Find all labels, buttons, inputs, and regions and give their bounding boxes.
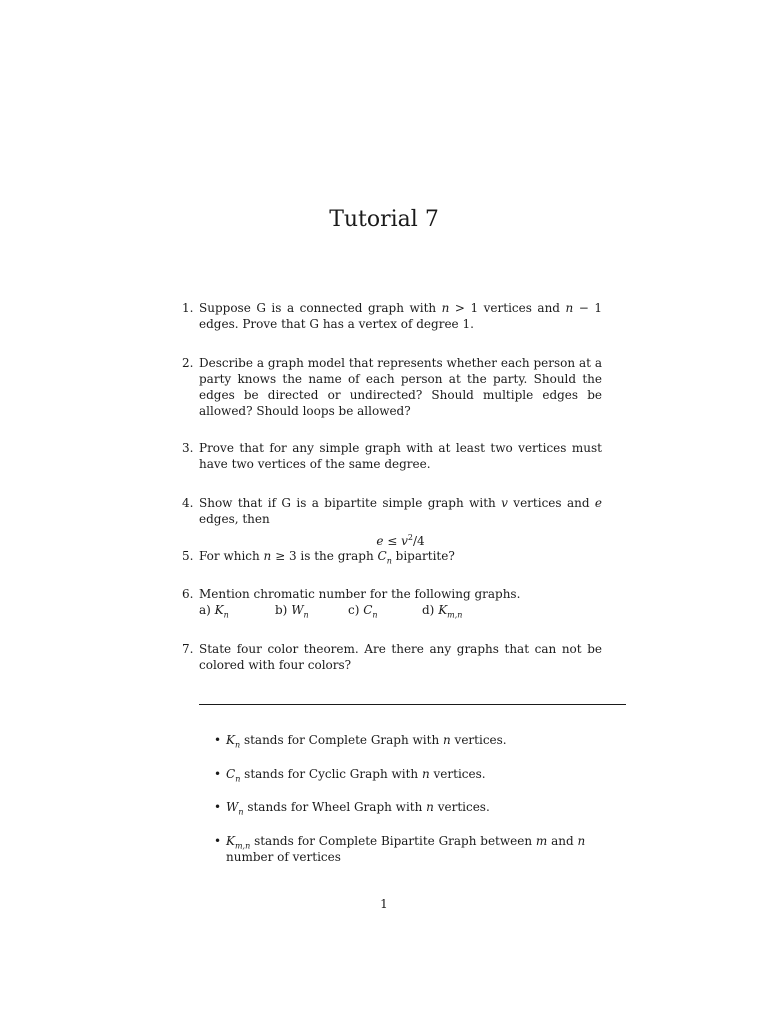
- math-var: n: [441, 301, 450, 315]
- math-subscript: m,n: [447, 610, 463, 620]
- text-run: > 1 vertices and: [449, 301, 566, 315]
- math-subscript: n: [303, 610, 309, 620]
- question-prompt: Mention chromatic number for the following graphs.: [199, 587, 521, 601]
- math-subscript: n: [238, 807, 244, 817]
- question-text: [199, 548, 602, 564]
- page-number: 1: [380, 897, 388, 911]
- math-tail: /4: [412, 534, 425, 548]
- note-text: [226, 833, 614, 865]
- text-run: and: [547, 834, 578, 848]
- math-var: C: [377, 549, 387, 563]
- math-var: e: [376, 534, 384, 548]
- text-run: ≥ 3 is the graph: [271, 549, 378, 563]
- question-text: Prove that for any simple graph with at least two vertices must have two vertices of the same degree.: [199, 441, 602, 471]
- note-text: [226, 766, 614, 782]
- text-run: number of vertices: [226, 850, 341, 864]
- math-subscript: n: [386, 556, 392, 566]
- option-label: c): [348, 603, 364, 617]
- math-var: e: [594, 496, 603, 510]
- math-var: m: [535, 834, 548, 848]
- options-row: [199, 602, 602, 618]
- math-var: W: [291, 603, 304, 617]
- note-text: [226, 732, 614, 748]
- text-run: stands for Cyclic Graph with: [240, 767, 422, 781]
- note-text: [226, 799, 614, 815]
- math-var: v: [501, 496, 508, 510]
- text-run: For which: [199, 549, 264, 563]
- math-var: C: [226, 767, 236, 781]
- math-subscript: m,n: [234, 841, 251, 851]
- question-number: 3.: [182, 441, 194, 455]
- math-var: K: [214, 603, 224, 617]
- note-item: [214, 833, 614, 865]
- question-text: [199, 495, 602, 549]
- math-subscript: n: [223, 610, 229, 620]
- math-var: n: [421, 767, 430, 781]
- option-label: b): [275, 603, 292, 617]
- text-run: Suppose G is a connected graph with: [199, 301, 442, 315]
- text-run: − 1 edges. Prove that G has a vertex of degree 1.: [199, 301, 602, 331]
- bullet-icon: •: [214, 733, 222, 747]
- math-var: n: [565, 301, 574, 315]
- question-number: 2.: [182, 356, 194, 370]
- bullet-icon: •: [214, 767, 222, 781]
- math-var: K: [226, 733, 235, 747]
- option-label: d): [422, 603, 439, 617]
- option-a: [199, 602, 275, 618]
- text-run: stands for Complete Graph with: [240, 733, 443, 747]
- note-item: [214, 799, 614, 815]
- text-run: vertices.: [433, 800, 490, 814]
- math-var: K: [438, 603, 448, 617]
- note-item: [214, 766, 614, 782]
- question-number: 5.: [182, 549, 194, 563]
- bullet-icon: •: [214, 834, 222, 848]
- math-var: n: [443, 733, 451, 747]
- question-number: 1.: [182, 301, 194, 315]
- question-7: [182, 641, 602, 673]
- text-run: stands for Complete Bipartite Graph between: [250, 834, 536, 848]
- option-label: a): [199, 603, 215, 617]
- question-number: 7.: [182, 642, 194, 656]
- math-var: n: [263, 549, 272, 563]
- question-text: [199, 300, 602, 332]
- question-3: [182, 440, 602, 472]
- text-run: edges, then: [199, 512, 270, 526]
- question-4: [182, 495, 602, 549]
- bullet-icon: •: [214, 800, 222, 814]
- question-number: 6.: [182, 587, 194, 601]
- option-b: [275, 602, 348, 618]
- option-c: [348, 602, 422, 618]
- math-var: n: [426, 800, 434, 814]
- math-subscript: n: [372, 610, 378, 620]
- math-var: W: [226, 800, 239, 814]
- question-text: Describe a graph model that represents whether each person at a party knows the name of each person at the party. Should the edges be directed or undirected? Should multiple edges be allowed? Should loops be allowed?: [199, 356, 602, 418]
- text-run: vertices and: [507, 496, 595, 510]
- math-var: C: [363, 603, 373, 617]
- question-5: [182, 548, 602, 564]
- display-formula: [199, 533, 602, 549]
- question-2: [182, 355, 602, 419]
- question-6: [182, 586, 602, 618]
- question-1: [182, 300, 602, 332]
- horizontal-rule: [199, 704, 626, 705]
- page-title: Tutorial 7: [329, 207, 439, 232]
- question-text: [199, 586, 602, 618]
- text-run: Show that if G is a bipartite simple graph with: [199, 496, 502, 510]
- math-exponent: 2: [407, 533, 413, 542]
- text-run: vertices.: [429, 767, 486, 781]
- math-subscript: n: [235, 774, 241, 784]
- text-run: vertices.: [450, 733, 507, 747]
- question-number: 4.: [182, 496, 194, 510]
- text-run: bipartite?: [391, 549, 455, 563]
- note-item: [214, 732, 614, 748]
- option-d: [422, 602, 462, 618]
- question-text: State four color theorem. Are there any graphs that can not be colored with four colors?: [199, 642, 602, 672]
- math-var: n: [577, 834, 586, 848]
- math-var: v: [401, 534, 408, 548]
- math-var: K: [226, 834, 235, 848]
- math-subscript: n: [234, 740, 241, 750]
- text-run: stands for Wheel Graph with: [243, 800, 427, 814]
- math-relation: ≤: [383, 534, 402, 548]
